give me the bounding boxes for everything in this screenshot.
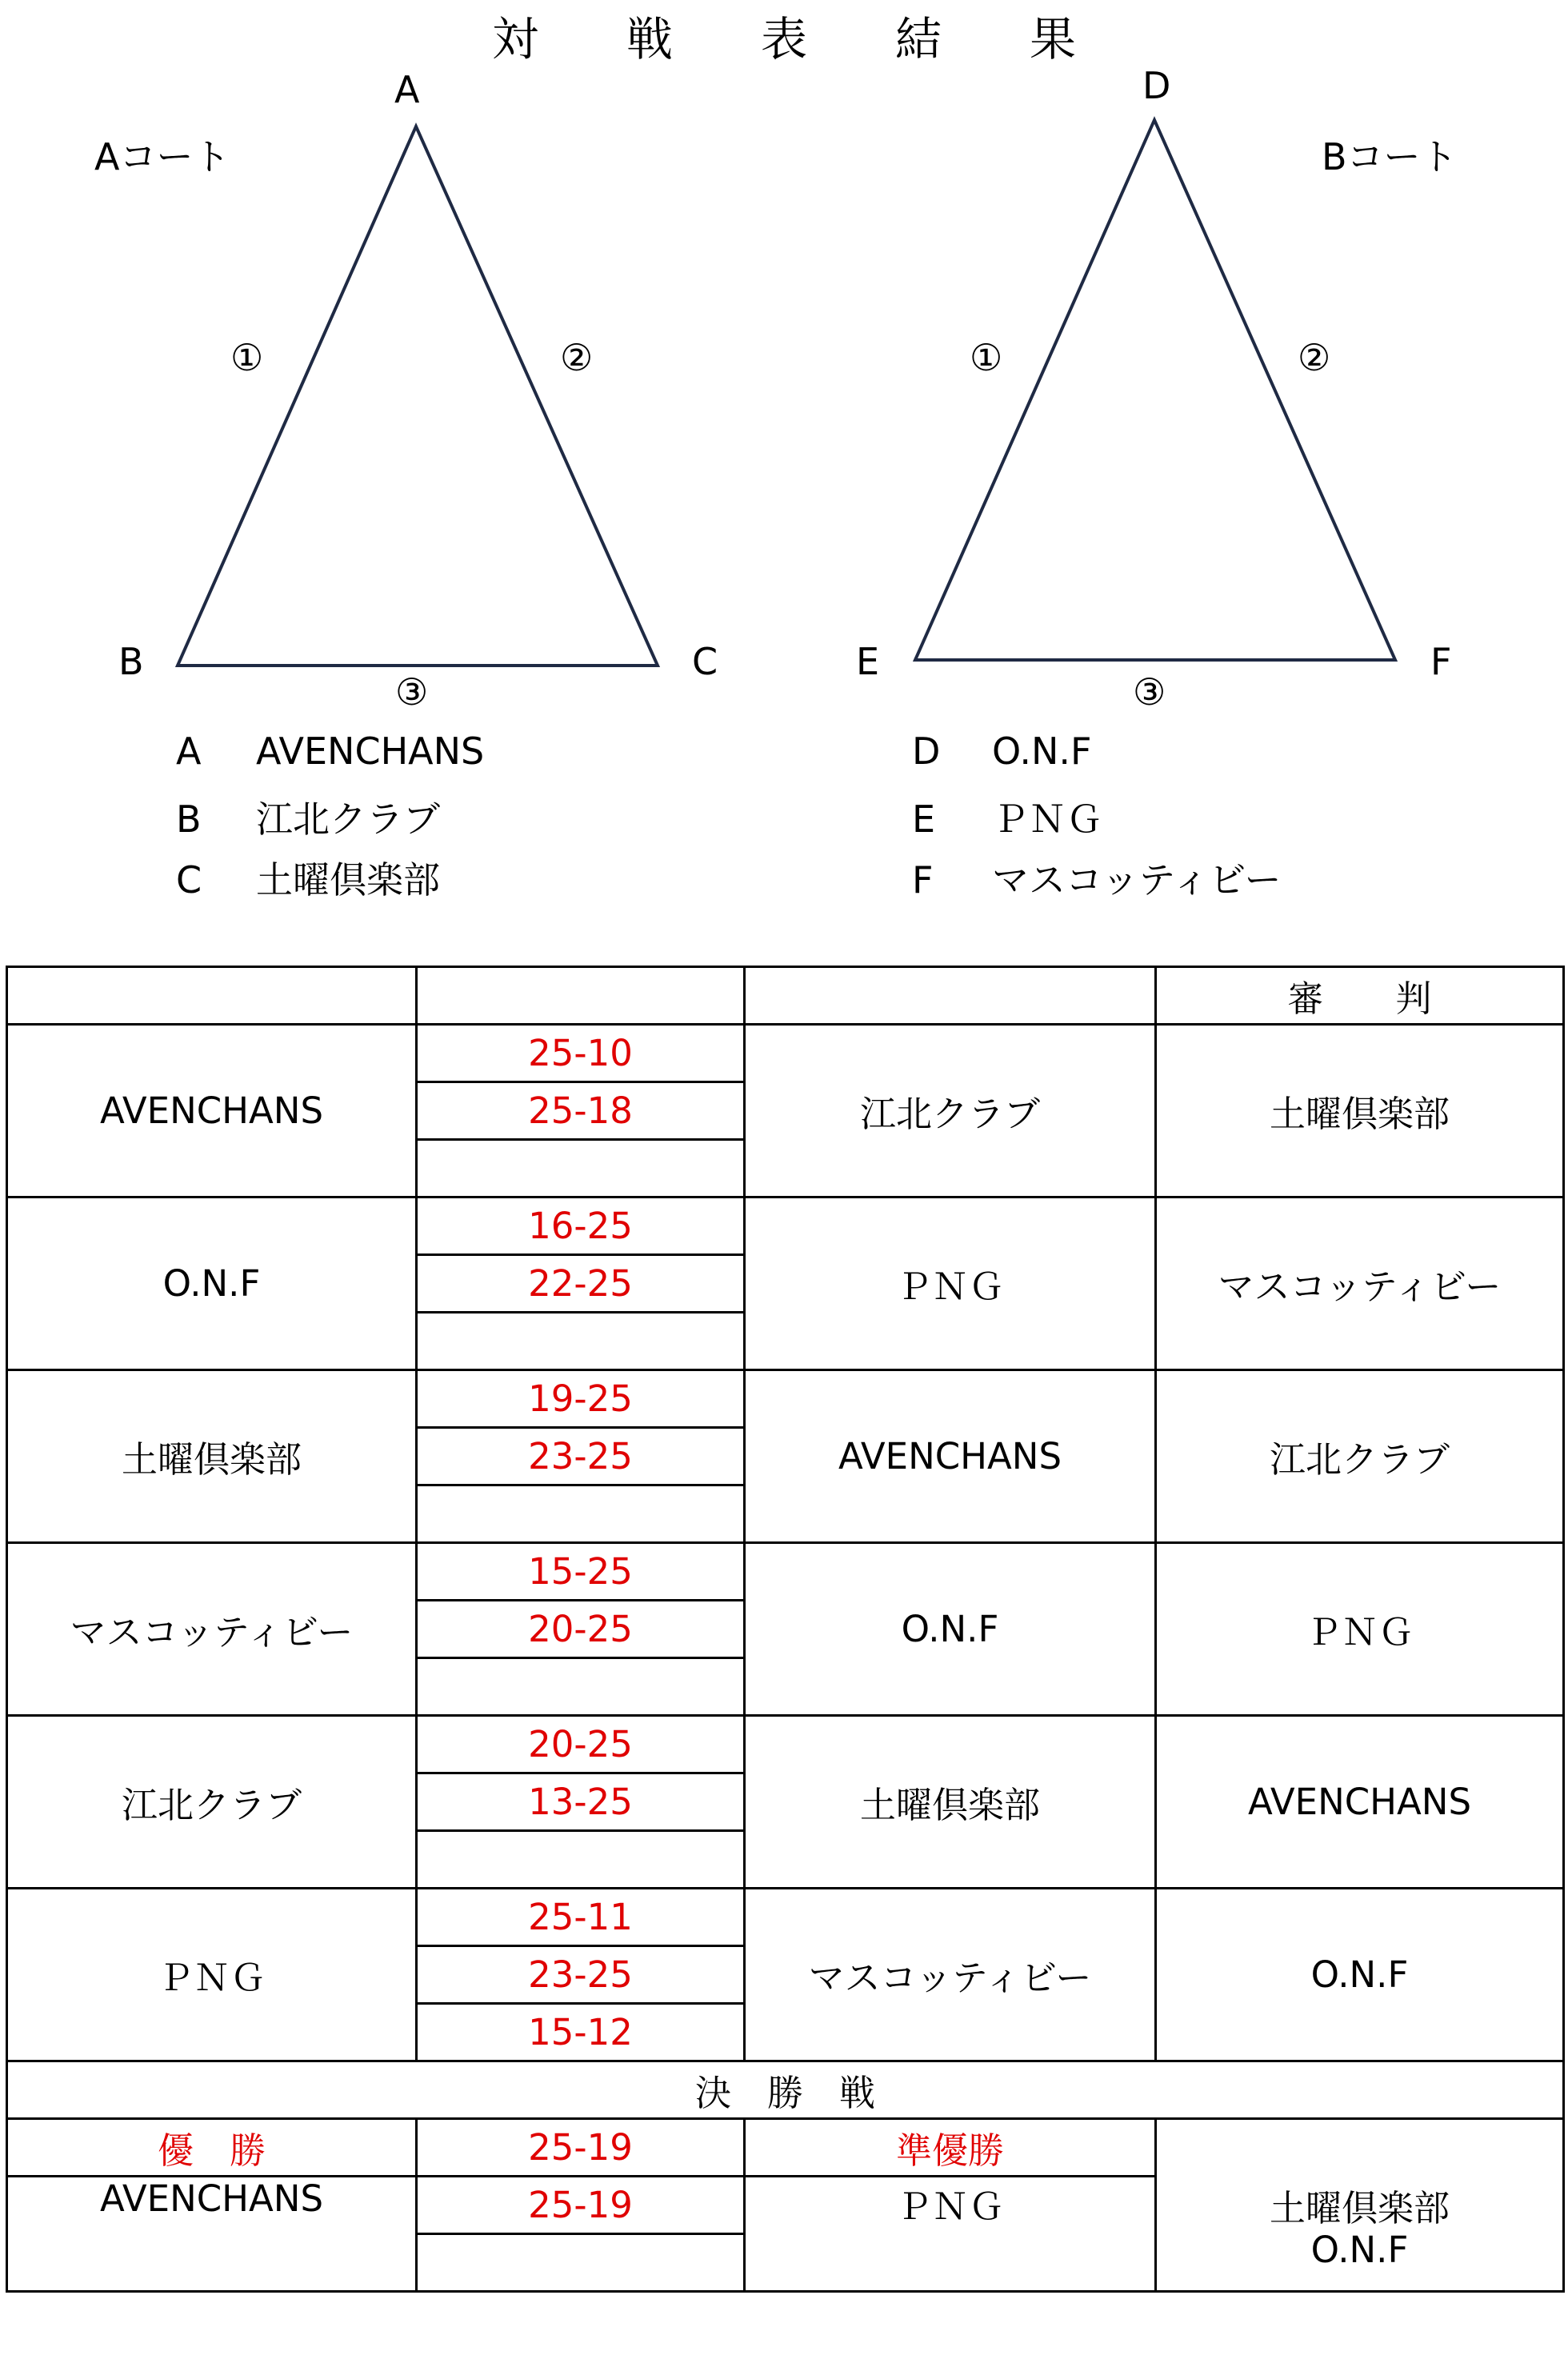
vertex-b: B — [118, 640, 144, 683]
legend-item — [176, 790, 440, 843]
score-cell — [417, 1485, 745, 1543]
edge-2-label: ② — [1298, 336, 1331, 379]
legend-item — [912, 851, 1282, 904]
team1-cell: 土曜倶楽部 — [7, 1370, 417, 1543]
referee-cell: ＰＮＧ — [1156, 1543, 1564, 1716]
title-char: 戦 — [626, 12, 673, 66]
runner-up-team: ＰＮＧ — [745, 2177, 1156, 2292]
court-b-label: Bコート — [1322, 135, 1458, 178]
edge-1-label: ① — [970, 336, 1003, 379]
title-char: 果 — [1030, 12, 1077, 66]
score-cell: 15-25 — [417, 1543, 745, 1601]
team2-cell: マスコッティビー — [745, 1889, 1156, 2061]
score-cell: 23-25 — [417, 1428, 745, 1485]
edge-2-label: ② — [560, 336, 594, 379]
legend-item — [912, 790, 1102, 843]
table-row — [7, 1716, 1564, 1773]
team2-cell: 江北クラブ — [745, 1025, 1156, 1197]
score-cell — [417, 1658, 745, 1716]
score-cell: 25-11 — [417, 1889, 745, 1946]
table-row — [7, 1889, 1564, 1946]
score-cell: 20-25 — [417, 1601, 745, 1658]
results-table — [6, 966, 1565, 2293]
referee-cell: マスコッティビー — [1156, 1197, 1564, 1370]
court-b-triangle — [915, 120, 1395, 660]
vertex-e: E — [856, 640, 880, 683]
table-row — [7, 1197, 1564, 1255]
referee-cell: 江北クラブ — [1156, 1370, 1564, 1543]
header-referee: 審 判 — [1156, 967, 1564, 1025]
team1-cell: 江北クラブ — [7, 1716, 417, 1889]
edge-3-label: ③ — [1133, 670, 1166, 714]
team1-cell: ＰＮＧ — [7, 1889, 417, 2061]
legend-item — [176, 851, 440, 904]
legend-team: AVENCHANS — [256, 730, 485, 773]
table-row — [7, 1025, 1564, 1082]
team2-cell: AVENCHANS — [745, 1370, 1156, 1543]
legend-team: O.N.F — [992, 730, 1092, 773]
score-cell: 22-25 — [417, 1255, 745, 1313]
edge-1-label: ① — [230, 336, 264, 379]
referee-cell: AVENCHANS — [1156, 1716, 1564, 1889]
vertex-d: D — [1142, 64, 1171, 107]
team1-cell: マスコッティビー — [7, 1543, 417, 1716]
team1-cell: O.N.F — [7, 1197, 417, 1370]
score-cell: 25-18 — [417, 1082, 745, 1140]
final-header-row — [7, 2061, 1564, 2119]
final-referee: 土曜倶楽部 — [1269, 2186, 1450, 2229]
legend-item — [912, 730, 1091, 773]
vertex-a: A — [394, 68, 420, 111]
table-row — [7, 1543, 1564, 1601]
court-a-triangle — [178, 126, 658, 666]
legend-team: 土曜倶楽部 — [256, 858, 440, 902]
referee-cell: O.N.F — [1156, 1889, 1564, 2061]
header-cell — [745, 967, 1156, 1025]
legend-key: C — [176, 858, 202, 902]
team1-cell: AVENCHANS — [7, 1025, 417, 1197]
winner-team: AVENCHANS — [7, 2177, 417, 2292]
header-cell — [417, 967, 745, 1025]
title-char: 結 — [895, 12, 942, 66]
score-cell: 23-25 — [417, 1946, 745, 2004]
final-referee-cell — [1156, 2119, 1564, 2292]
title-char: 対 — [491, 12, 538, 66]
legend-key: D — [912, 730, 941, 773]
legend-team: マスコッティビー — [992, 858, 1282, 902]
score-cell: 19-25 — [417, 1370, 745, 1428]
edge-3-label: ③ — [395, 670, 429, 714]
header-cell — [7, 967, 417, 1025]
legend-key: F — [912, 858, 934, 902]
score-cell — [417, 1313, 745, 1370]
winner-label: 優 勝 — [7, 2119, 417, 2177]
team2-cell: 土曜倶楽部 — [745, 1716, 1156, 1889]
score-cell — [417, 1140, 745, 1197]
vertex-f: F — [1430, 640, 1452, 683]
final-referee: O.N.F — [1310, 2228, 1409, 2271]
score-cell: 16-25 — [417, 1197, 745, 1255]
court-a-label: Aコート — [94, 135, 230, 178]
legend-key: B — [176, 798, 202, 841]
table-header-row — [7, 967, 1564, 1025]
score-cell: 20-25 — [417, 1716, 745, 1773]
legend-item — [176, 730, 484, 773]
score-cell: 25-19 — [417, 2119, 745, 2177]
score-cell: 13-25 — [417, 1773, 745, 1831]
referee-cell: 土曜倶楽部 — [1156, 1025, 1564, 1197]
score-cell: 15-12 — [417, 2004, 745, 2061]
team2-cell: ＰＮＧ — [745, 1197, 1156, 1370]
legend-key: A — [176, 730, 202, 773]
score-cell: 25-19 — [417, 2177, 745, 2234]
score-cell — [417, 2234, 745, 2292]
vertex-c: C — [692, 640, 718, 683]
table-row — [7, 2119, 1564, 2177]
legend-key: E — [912, 798, 936, 841]
team2-cell: O.N.F — [745, 1543, 1156, 1716]
table-row — [7, 1370, 1564, 1428]
legend-team: ＰＮＧ — [992, 798, 1102, 841]
score-cell — [417, 1831, 745, 1889]
runner-up-label: 準優勝 — [745, 2119, 1156, 2177]
legend-team: 江北クラブ — [256, 798, 440, 841]
score-cell: 25-10 — [417, 1025, 745, 1082]
final-label: 決 勝 戦 — [7, 2061, 1564, 2119]
title-char: 表 — [760, 12, 807, 66]
